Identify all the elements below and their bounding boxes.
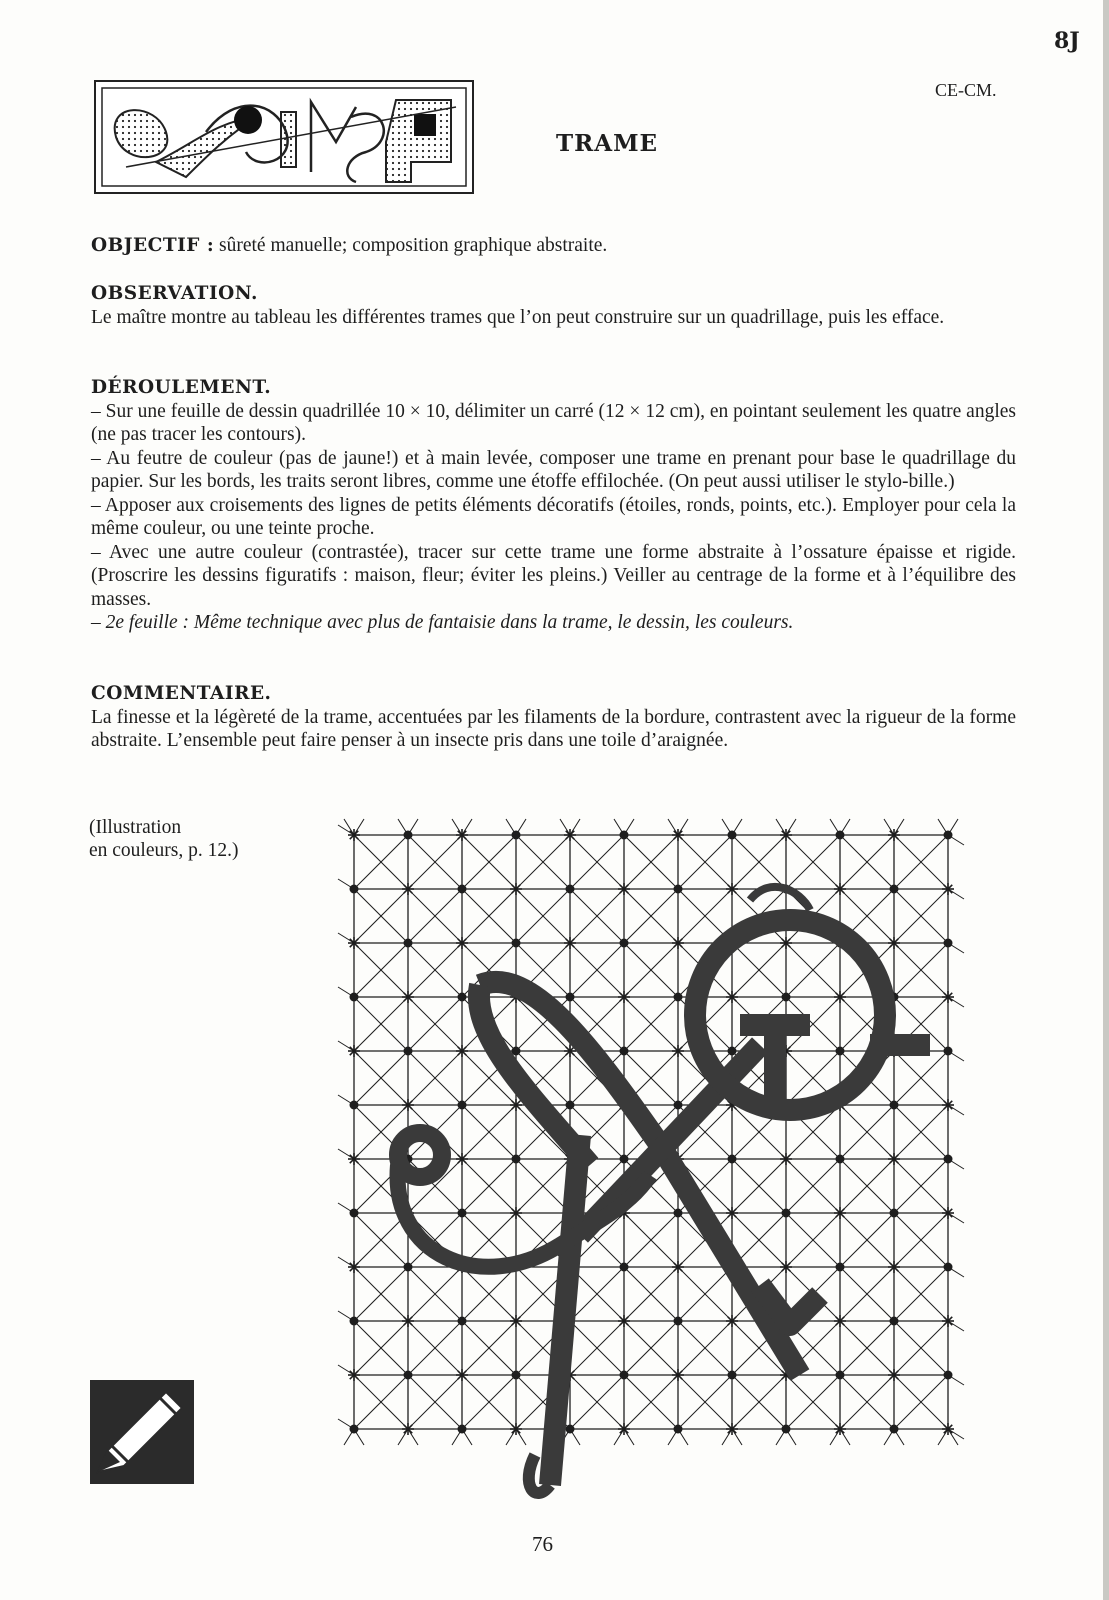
decorative-abstract-composition [94, 80, 474, 194]
objectif-section [91, 234, 1016, 258]
commentaire-heading: COMMENTAIRE. [91, 683, 272, 704]
deroulement-last-prefix: – [91, 612, 106, 633]
deroulement-heading: DÉROULEMENT. [91, 377, 272, 398]
deroulement-last-italic: 2e feuille : Même technique avec plus de fantaisie dans la trame, le dessin, les couleurs. [105, 612, 794, 633]
caption-line: (Illustration [89, 817, 182, 838]
abstract-drawing-icon [96, 82, 472, 192]
observation-section [91, 282, 1016, 329]
page-edge-shadow [1103, 0, 1109, 1600]
page-title: TRAME [556, 130, 659, 157]
school-level: CE-CM. [935, 80, 997, 100]
deroulement-step-last [91, 611, 1016, 635]
page-code: 8J [1054, 28, 1080, 54]
deroulement-step: – Avec une autre couleur (contrastée), tracer sur cette trame une forme abstraite à l’ossature épaisse et rigide. (Proscrire les dessins figuratifs : maison, fleur; éviter les pleins.) Veiller au centrage de la forme et à l’équilibre des masses. [91, 541, 1016, 610]
deroulement-step: – Apposer aux croisements des lignes de petits éléments décoratifs (étoiles, ronds, points, etc.). Employer pour cela la même couleur, ou une teinte proche. [91, 494, 1016, 539]
page-number: 76 [532, 1532, 553, 1556]
deroulement-step: – Sur une feuille de dessin quadrillée 10 × 10, délimiter un carré (12 × 12 cm), en pointant seulement les quatre angles (ne pas tracer les contours). [91, 400, 1016, 445]
trame-grid-drawing [330, 815, 1010, 1505]
illustration-caption [89, 816, 238, 862]
trame-illustration [330, 815, 1010, 1505]
observation-heading: OBSERVATION. [91, 283, 258, 304]
pencil-icon [90, 1380, 194, 1484]
commentaire-text: La finesse et la légèreté de la trame, accentuées par les filaments de la bordure, contrastent avec la rigueur de la forme abstraite. L’ensemble peut faire penser à un insecte pris dans une toile d’araignée. [91, 706, 1016, 751]
objectif-label: OBJECTIF : [91, 235, 215, 256]
deroulement-section [91, 376, 1016, 635]
commentaire-section [91, 682, 1016, 753]
objectif-text: sûreté manuelle; composition graphique abstraite. [214, 235, 608, 256]
deroulement-step: – Au feutre de couleur (pas de jaune!) et à main levée, composer une trame en prenant pour base le quadrillage du papier. Sur les bords, les traits seront libres, comme une étoffe effilochée. (On peut aussi utiliser le stylo-bille.) [91, 447, 1016, 492]
caption-line: en couleurs, p. 12.) [89, 840, 239, 861]
observation-text: Le maître montre au tableau les différentes trames que l’on peut construire sur un quadrillage, puis les efface. [91, 306, 945, 328]
